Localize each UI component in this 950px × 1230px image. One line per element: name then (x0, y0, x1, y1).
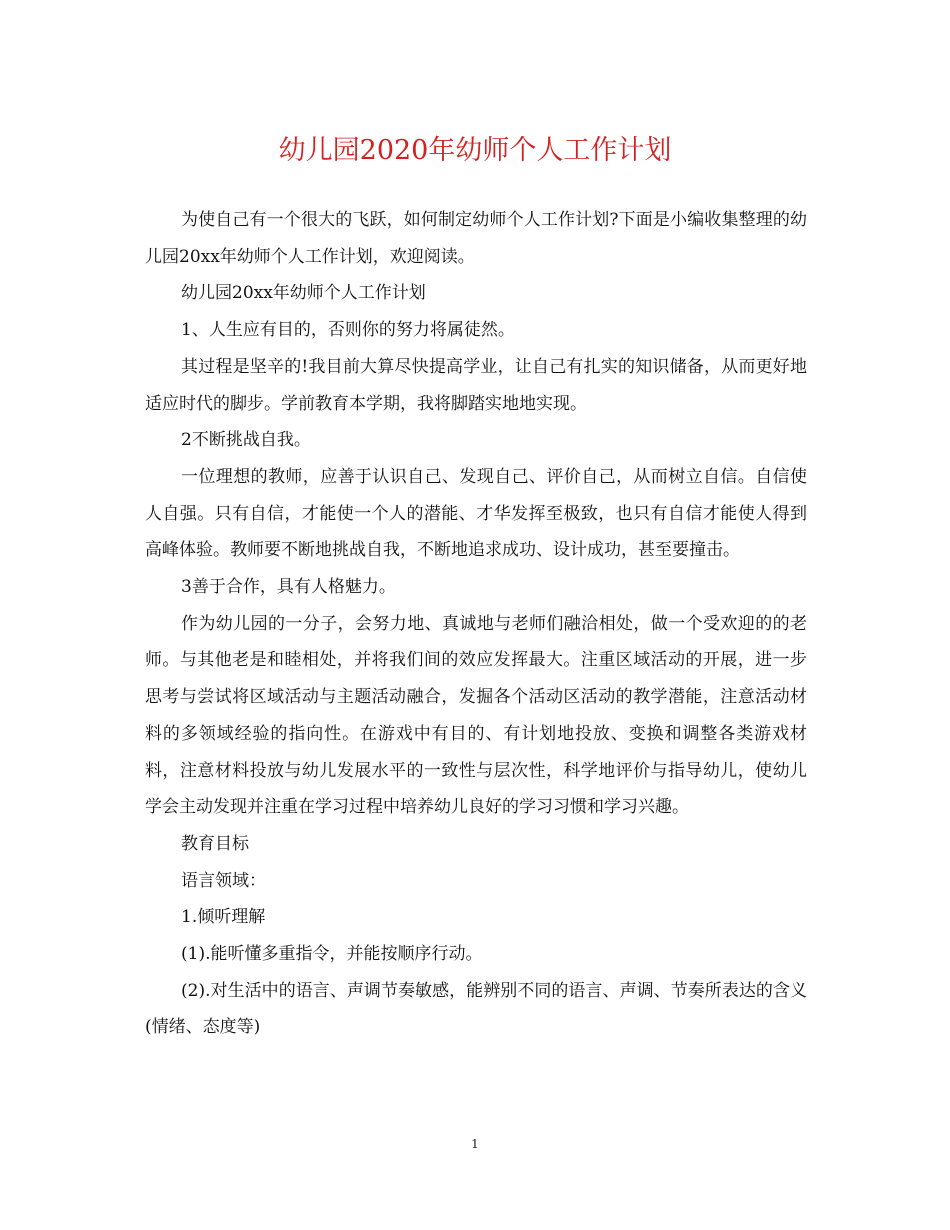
paragraph-point-2: 2不断挑战自我。 (181, 430, 311, 451)
paragraph-point-1: 1、人生应有目的，否则你的努力将属徒然。 (181, 320, 515, 341)
paragraph-listening-item-2: (2).对生活中的语言、声调节奏敏感，能辨别不同的语言、声调、节奏所表达的含义(情绪、态度等) (145, 980, 807, 1038)
document-body (145, 202, 807, 1046)
paragraph-intro: 为使自己有一个很大的飞跃，如何制定幼师个人工作计划?下面是小编收集整理的幼儿园20xx年幼师个人工作计划，欢迎阅读。 (145, 210, 807, 267)
paragraph-point-3: 3善于合作，具有人格魅力。 (181, 577, 396, 598)
paragraph-listening-item-1: (1).能听懂多重指令，并能按顺序行动。 (181, 944, 483, 965)
paragraph-point-3-detail: 作为幼儿园的一分子，会努力地、真诚地与老师们融洽相处，做一个受欢迎的的老师。与其他老是和睦相处，并将我们间的效应发挥最大。注重区域活动的开展，进一步思考与尝试将区域活动与主题活动融合，发掘各个活动区活动的教学潜能，注意活动材料的多领域经验的指向性。在游戏中有目的、有计划地投放、变换和调整各类游戏材料，注意材料投放与幼儿发展水平的一致性与层次性，科学地评价与指导幼儿，使幼儿学会主动发现并注重在学习过程中培养幼儿良好的学习习惯和学习兴趣。 (145, 613, 807, 818)
paragraph-subtitle: 幼儿园20xx年幼师个人工作计划 (181, 283, 426, 304)
document-title: 幼儿园2020年幼师个人工作计划 (278, 135, 672, 166)
page-number: 1 (471, 1137, 479, 1151)
paragraph-point-1-detail: 其过程是坚辛的!我目前大算尽快提高学业，让自己有扎实的知识储备，从而更好地适应时代的脚步。学前教育本学期，我将脚踏实地地实现。 (145, 356, 807, 414)
paragraph-point-2-detail: 一位理想的教师，应善于认识自己、发现自己、评价自己，从而树立自信。自信使人自强。只有自信，才能使一个人的潜能、才华发挥至极致，也只有自信才能使人得到高峰体验。教师要不断地挑战自我，不断地追求成功、设计成功，甚至要撞击。 (145, 466, 807, 561)
paragraph-language-domain: 语言领域： (181, 870, 266, 891)
paragraph-education-goals: 教育目标 (181, 833, 249, 854)
paragraph-listening: 1.倾听理解 (181, 907, 266, 928)
